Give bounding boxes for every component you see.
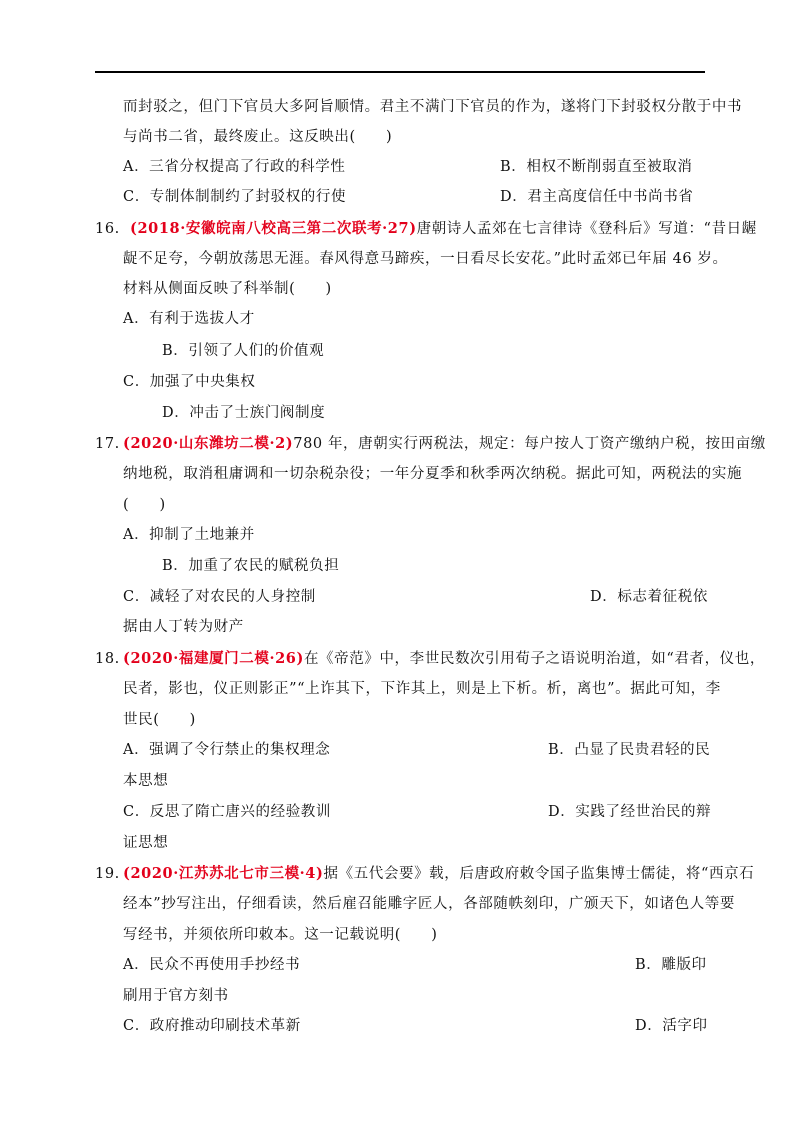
q17-option-c: C．减轻了对农民的人身控制 (123, 589, 316, 605)
q16-stem-line3: 材料从侧面反映了科举制( ) (123, 281, 332, 297)
q16-option-d: D．冲击了士族门阀制度 (162, 405, 326, 421)
q16-stem-line2: 龊不足夸，今朝放荡思无涯。春风得意马蹄疾，一日看尽长安花。”此时孟郊已年届 46 岁。 (123, 251, 728, 267)
q15-stem-line2: 与尚书二省，最终废止。这反映出( ) (123, 129, 393, 145)
q18-source: (2020·福建厦门二模·26) (123, 650, 304, 667)
q19-stem-text: 据《五代会要》载，后唐政府敕令国子监集博士儒徒，将“西京石 (323, 866, 755, 882)
q19-number: 19. (95, 866, 120, 882)
q17-option-b: B．加重了农民的赋税负担 (162, 558, 340, 574)
q16-number: 16. (95, 221, 120, 237)
q18-option-a: A．强调了令行禁止的集权理念 (123, 742, 331, 758)
q16-source: (2018·安徽皖南八校高三第二次联考·27) (130, 220, 417, 237)
q18-option-b: B．凸显了民贵君轻的民 (548, 742, 711, 758)
q19-option-d: D．活字印 (635, 1018, 708, 1034)
q16-option-b: B．引领了人们的价值观 (162, 343, 325, 359)
q18-option-d-continued: 证思想 (123, 835, 169, 851)
q15-stem-line1: 而封驳之，但门下官员大多阿旨顺情。君主不满门下官员的作为，遂将门下封驳权分散于中书 (123, 99, 743, 115)
q18-option-c: C．反思了隋亡唐兴的经验教训 (123, 804, 331, 820)
q18-stem-line1 (123, 650, 765, 668)
q15-option-d: D．君主高度信任中书尚书省 (500, 189, 694, 205)
q18-number: 18. (95, 651, 120, 667)
q19-option-b-continued: 刷用于官方刻书 (123, 988, 229, 1004)
q18-option-b-continued: 本思想 (123, 773, 169, 789)
q15-option-b: B．相权不断削弱直至被取消 (500, 159, 693, 175)
q15-option-a: A．三省分权提高了行政的科学性 (123, 159, 346, 175)
q18-stem-line2: 民者，影也，仪正则影正”“上诈其下，下诈其上，则是上下析。析，离也”。据此可知，李 (123, 681, 721, 697)
q16-stem-line1 (130, 220, 757, 238)
q17-option-a: A．抑制了土地兼并 (123, 527, 255, 543)
q17-stem-line3: ( ) (123, 497, 166, 513)
q18-option-d: D．实践了经世治民的辩 (548, 804, 712, 820)
q16-stem-text: 唐朝诗人孟郊在七言律诗《登科后》写道：“昔日龌 (416, 221, 757, 237)
q17-option-d: D．标志着征税依 (590, 589, 708, 605)
header-rule (95, 71, 705, 73)
q16-option-a: A．有利于选拔人才 (123, 311, 255, 327)
q17-option-d-continued: 据由人丁转为财产 (123, 619, 244, 635)
q19-stem-line1 (123, 865, 754, 883)
q17-stem-text: 780 年，唐朝实行两税法，规定：每户按人丁资产缴纳户税，按田亩缴 (293, 436, 766, 452)
q19-option-c: C．政府推动印刷技术革新 (123, 1018, 301, 1034)
q17-number: 17. (95, 436, 120, 452)
q17-stem-line2: 纳地税，取消租庸调和一切杂税杂役；一年分夏季和秋季两次纳税。据此可知，两税法的实施 (123, 466, 743, 482)
q16-option-c: C．加强了中央集权 (123, 374, 256, 390)
q19-option-a: A．民众不再使用手抄经书 (123, 957, 301, 973)
q18-stem-text: 在《帝范》中，李世民数次引用荀子之语说明治道，如“君者，仪也， (303, 651, 765, 667)
q19-option-b: B．雕版印 (635, 957, 707, 973)
q15-option-c: C．专制体制制约了封驳权的行使 (123, 189, 347, 205)
q17-source: (2020·山东潍坊二模·2) (123, 435, 294, 452)
q17-stem-line1 (123, 435, 766, 453)
q19-source: (2020·江苏苏北七市三模·4) (123, 865, 324, 882)
q19-stem-line3: 写经书，并须依所印敕本。这一记载说明( ) (123, 927, 438, 943)
q18-stem-line3: 世民( ) (123, 712, 196, 728)
q19-stem-line2: 经本”抄写注出，仔细看读，然后雇召能雕字匠人，各部随帙刻印，广颁天下，如诸色人等要 (123, 896, 736, 912)
